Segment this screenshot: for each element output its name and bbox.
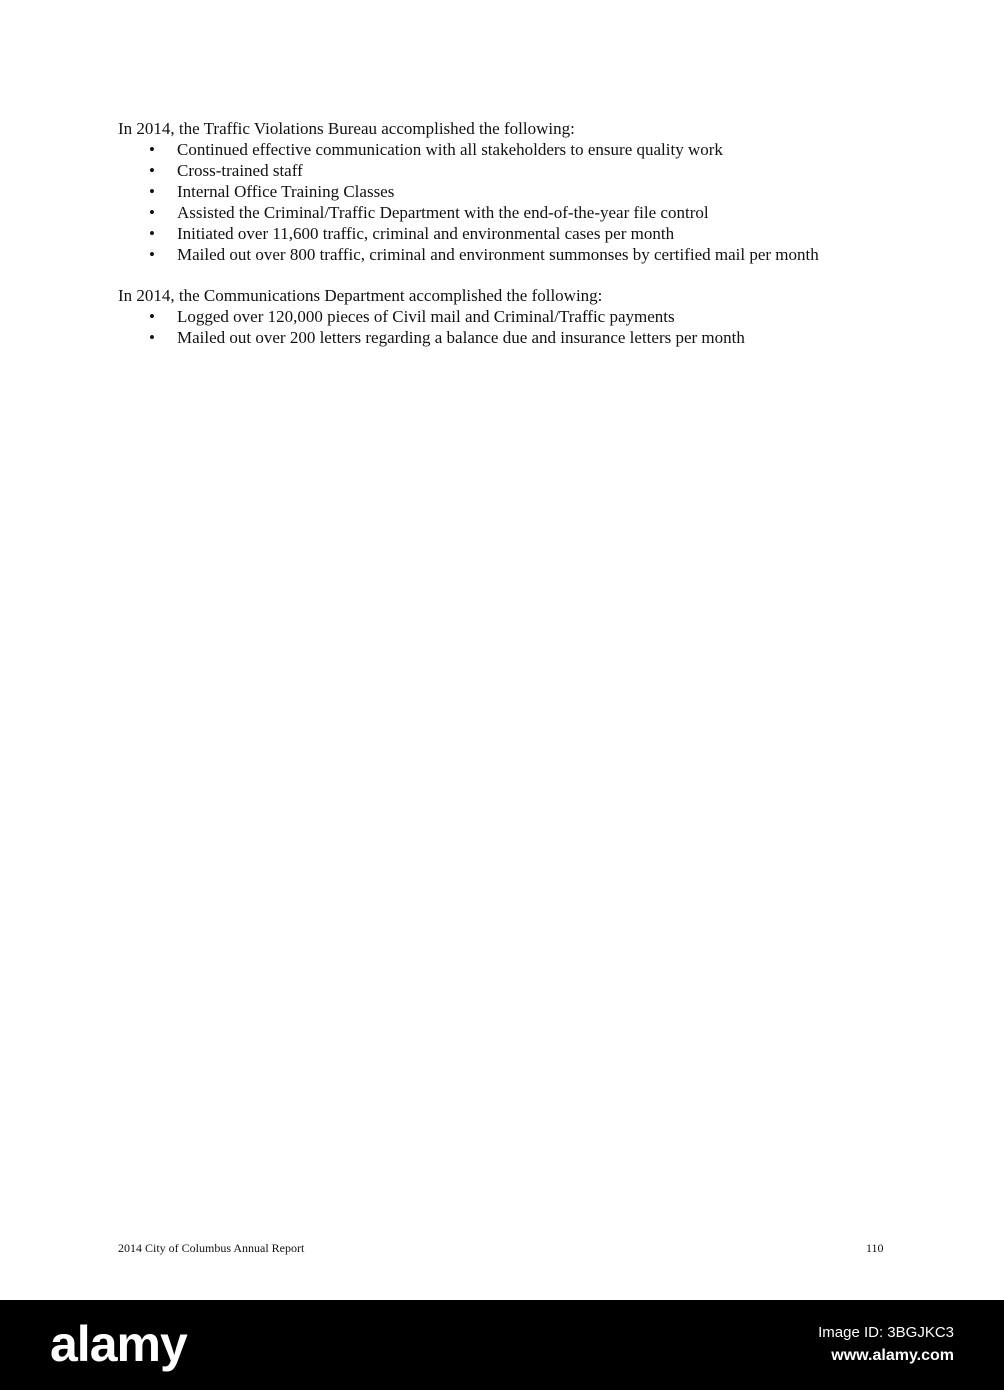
list-item <box>118 139 898 160</box>
bullet-icon: • <box>149 245 155 264</box>
list-item <box>118 202 898 223</box>
watermark-bar <box>0 1300 1004 1390</box>
footer-page-number: 110 <box>866 1241 884 1255</box>
bullet-icon: • <box>149 307 155 326</box>
bullet-icon: • <box>149 328 155 347</box>
list-item-text: Mailed out over 800 traffic, criminal and environment summonses by certified mail per month <box>177 245 819 264</box>
list-item <box>118 181 898 202</box>
site-url: www.alamy.com <box>831 1347 954 1364</box>
bullet-icon: • <box>149 161 155 180</box>
list-item-text: Initiated over 11,600 traffic, criminal and environmental cases per month <box>177 224 675 243</box>
bullet-list <box>118 139 898 265</box>
bullet-icon: • <box>149 140 155 159</box>
list-item-text: Internal Office Training Classes <box>177 182 395 201</box>
list-item <box>118 223 898 244</box>
list-item-text: Cross-trained staff <box>177 161 303 180</box>
section-intro: In 2014, the Traffic Violations Bureau accomplished the following: <box>118 119 575 138</box>
bullet-list <box>118 306 898 348</box>
list-item <box>118 327 898 348</box>
list-item <box>118 306 898 327</box>
section-communications-department <box>118 285 898 348</box>
footer-report-title: 2014 City of Columbus Annual Report <box>118 1241 305 1255</box>
bullet-icon: • <box>149 203 155 222</box>
image-id-label: Image ID: 3BGJKC3 <box>818 1324 954 1341</box>
list-item-text: Logged over 120,000 pieces of Civil mail and Criminal/Traffic payments <box>177 307 675 326</box>
list-item <box>118 160 898 181</box>
list-item <box>118 244 898 265</box>
list-item-text: Continued effective communication with all stakeholders to ensure quality work <box>177 140 723 159</box>
section-intro: In 2014, the Communications Department accomplished the following: <box>118 286 603 305</box>
list-item-text: Mailed out over 200 letters regarding a balance due and insurance letters per month <box>177 328 745 347</box>
section-traffic-violations-bureau <box>118 118 898 265</box>
alamy-logo: alamy <box>50 1316 187 1372</box>
bullet-icon: • <box>149 224 155 243</box>
list-item-text: Assisted the Criminal/Traffic Department with the end-of-the-year file control <box>177 203 709 222</box>
bullet-icon: • <box>149 182 155 201</box>
